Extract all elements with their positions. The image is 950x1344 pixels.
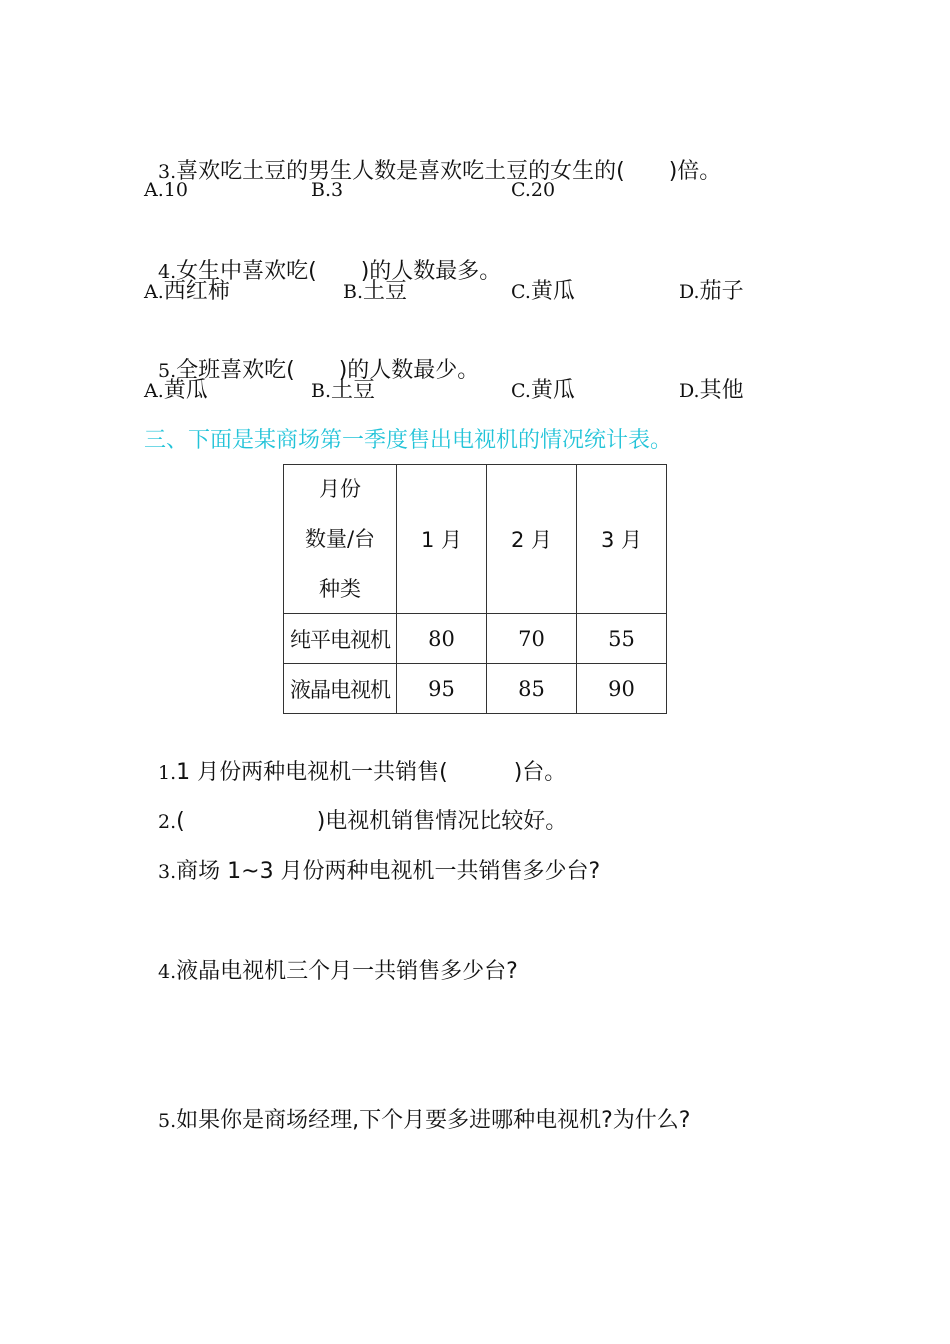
month-header: 1 月 — [397, 465, 487, 614]
row-label: 纯平电视机 — [284, 614, 397, 664]
question-text: 全班喜欢吃( )的人数最少。 — [176, 358, 480, 383]
month-header: 2 月 — [487, 465, 577, 614]
table-cell: 95 — [397, 664, 487, 714]
header-type-label: 种类 — [319, 577, 361, 601]
question-text: 喜欢吃土豆的男生人数是喜欢吃土豆的女生的( )倍。 — [176, 159, 722, 184]
option-a: A.黄瓜 — [144, 378, 208, 403]
question-text: 商场 1~3 月份两种电视机一共销售多少台? — [176, 859, 601, 884]
option-c: C.黄瓜 — [511, 279, 575, 304]
option-b: B.土豆 — [311, 378, 376, 403]
table-cell: 55 — [577, 614, 667, 664]
section-title: 三、下面是某商场第一季度售出电视机的情况统计表。 — [144, 428, 673, 453]
option-c: C.20 — [511, 179, 556, 201]
question-number: 4. — [158, 961, 177, 983]
question-number: 5. — [158, 1110, 177, 1132]
option-a: A.西红柿 — [144, 279, 230, 304]
question-text: 女生中喜欢吃( )的人数最多。 — [176, 259, 502, 284]
header-quantity-label: 数量/台 — [304, 527, 376, 551]
question-3 — [144, 127, 721, 187]
table-cell: 85 — [487, 664, 577, 714]
sub-question-3 — [144, 827, 600, 887]
header-diagonal-cell — [284, 465, 397, 614]
option-a: A.10 — [144, 179, 188, 201]
table-row — [284, 614, 667, 664]
question-text: 液晶电视机三个月一共销售多少台? — [176, 959, 518, 984]
sub-question-5 — [144, 1076, 691, 1136]
question-number: 3. — [158, 861, 177, 883]
option-d: D.其他 — [679, 378, 744, 403]
question-number: 2. — [158, 811, 177, 833]
table-cell: 80 — [397, 614, 487, 664]
header-month-label: 月份 — [319, 477, 361, 501]
tv-sales-table — [283, 464, 667, 714]
question-text: ( )电视机销售情况比较好。 — [176, 809, 568, 834]
option-b: B.土豆 — [343, 279, 408, 304]
question-number: 5. — [158, 360, 177, 382]
sub-question-4 — [144, 927, 518, 987]
month-header: 3 月 — [577, 465, 667, 614]
question-number: 1. — [158, 762, 177, 784]
row-label: 液晶电视机 — [284, 664, 397, 714]
option-c: C.黄瓜 — [511, 378, 575, 403]
question-text: 1 月份两种电视机一共销售( )台。 — [176, 760, 567, 785]
option-b: B.3 — [311, 179, 344, 201]
table-cell: 70 — [487, 614, 577, 664]
question-text: 如果你是商场经理,下个月要多进哪种电视机?为什么? — [176, 1108, 691, 1133]
option-d: D.茄子 — [679, 279, 744, 304]
question-number: 4. — [158, 261, 177, 283]
question-number: 3. — [158, 161, 177, 183]
table-cell: 90 — [577, 664, 667, 714]
table-row — [284, 664, 667, 714]
